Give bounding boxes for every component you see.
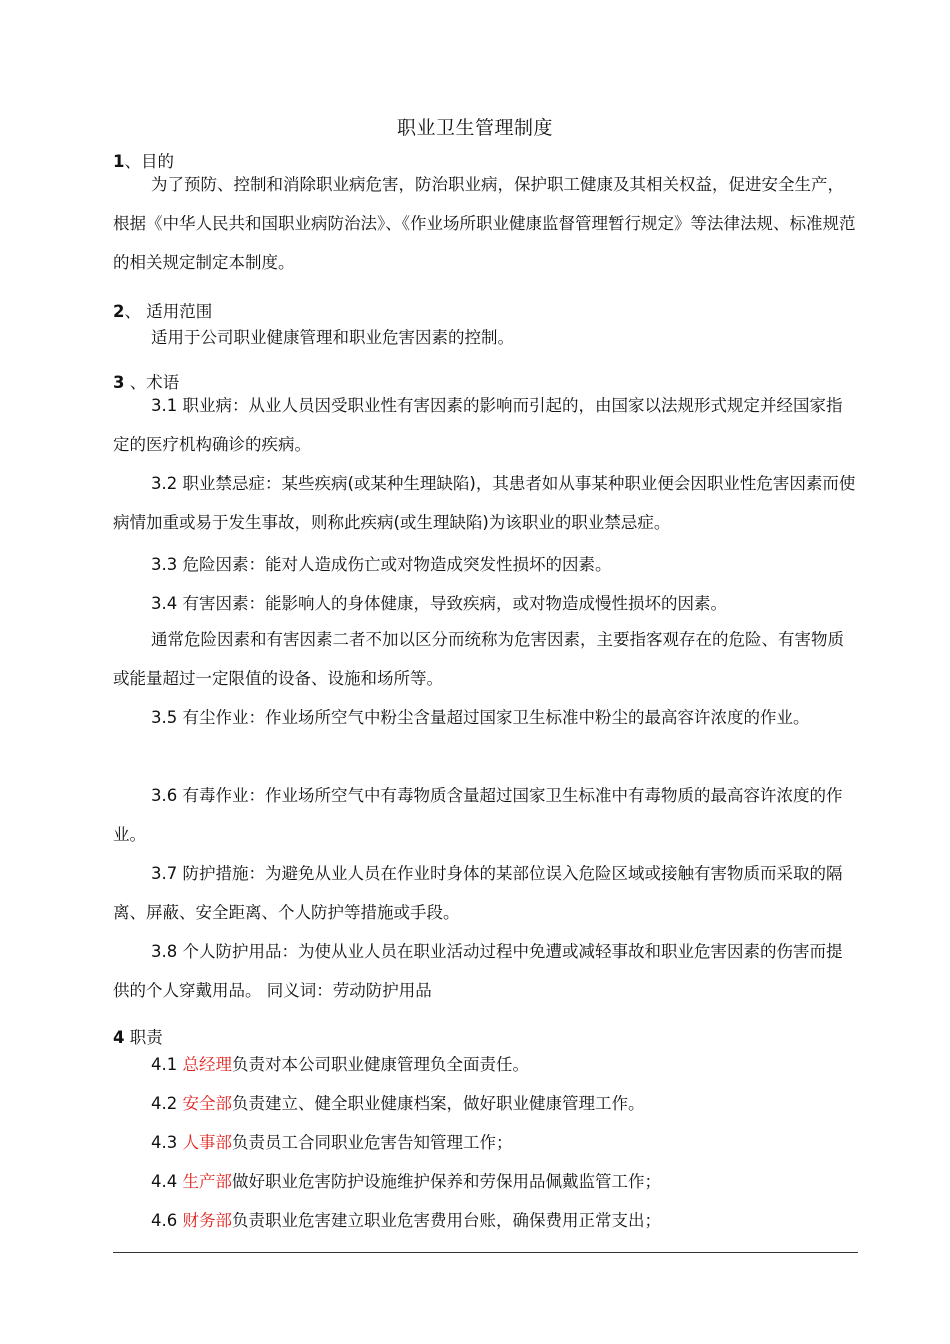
term-3-8: 3.8 个人防护用品：为使从业人员在职业活动过程中免遭或减轻事故和职业危害因素的伤害而提供的个人穿戴用品。 同义词：劳动防护用品 bbox=[113, 942, 843, 1000]
section-2-heading: 2、 适用范围 bbox=[113, 302, 213, 321]
term-hazard-note: 通常危险因素和有害因素二者不加以区分而统称为危害因素，主要指客观存在的危险、有害物质或能量超过一定限值的设备、设施和场所等。 bbox=[113, 630, 844, 688]
term-3-3: 3.3 危险因素：能对人造成伤亡或对物造成突发性损坏的因素。 bbox=[151, 555, 612, 574]
section-4-heading: 4 职责 bbox=[113, 1028, 163, 1047]
duty-item: 4.1 总经理负责对本公司职业健康管理负全面责任。 bbox=[151, 1055, 529, 1074]
term-3-1: 3.1 职业病：从业人员因受职业性有害因素的影响而引起的，由国家以法规形式规定并经国家指定的医疗机构确诊的疾病。 bbox=[113, 396, 843, 454]
department-name: 生产部 bbox=[182, 1172, 232, 1191]
department-name: 安全部 bbox=[182, 1094, 232, 1113]
duty-item: 4.3 人事部负责员工合同职业危害告知管理工作； bbox=[151, 1133, 513, 1152]
footer-divider bbox=[113, 1252, 858, 1253]
section-1-paragraph: 为了预防、控制和消除职业病危害，防治职业病，保护职工健康及其相关权益，促进安全生产，根据《中华人民共和国职业病防治法》、《作业场所职业健康监督管理暂行规定》等法律法规、标准规范的相关规定制定本制度。 bbox=[113, 175, 856, 272]
section-1-heading: 1、目的 bbox=[113, 152, 174, 171]
duty-item: 4.6 财务部负责职业危害建立职业危害费用台账，确保费用正常支出； bbox=[151, 1211, 661, 1230]
section-3-heading: 3 、术语 bbox=[113, 373, 180, 392]
term-3-7: 3.7 防护措施：为避免从业人员在作业时身体的某部位误入危险区域或接触有害物质而采取的隔离、屏蔽、安全距离、个人防护等措施或手段。 bbox=[113, 864, 843, 922]
duty-item: 4.2 安全部负责建立、健全职业健康档案，做好职业健康管理工作。 bbox=[151, 1094, 645, 1113]
section-2-paragraph: 适用于公司职业健康管理和职业危害因素的控制。 bbox=[151, 328, 514, 347]
term-3-6: 3.6 有毒作业：作业场所空气中有毒物质含量超过国家卫生标准中有毒物质的最高容许浓度的作业。 bbox=[113, 786, 843, 844]
department-name: 总经理 bbox=[182, 1055, 232, 1074]
department-name: 人事部 bbox=[182, 1133, 232, 1152]
duty-item: 4.4 生产部做好职业危害防护设施维护保养和劳保用品佩戴监管工作； bbox=[151, 1172, 661, 1191]
term-3-2: 3.2 职业禁忌症：某些疾病(或某种生理缺陷)，其患者如从事某种职业便会因职业性危害因素而使病情加重或易于发生事故，则称此疾病(或生理缺陷)为该职业的职业禁忌症。 bbox=[113, 474, 856, 532]
term-3-4: 3.4 有害因素：能影响人的身体健康，导致疾病，或对物造成慢性损坏的因素。 bbox=[151, 594, 727, 613]
page-title: 职业卫生管理制度 bbox=[396, 117, 553, 139]
department-name: 财务部 bbox=[182, 1211, 232, 1230]
term-3-5: 3.5 有尘作业：作业场所空气中粉尘含量超过国家卫生标准中粉尘的最高容许浓度的作业。 bbox=[151, 708, 810, 727]
